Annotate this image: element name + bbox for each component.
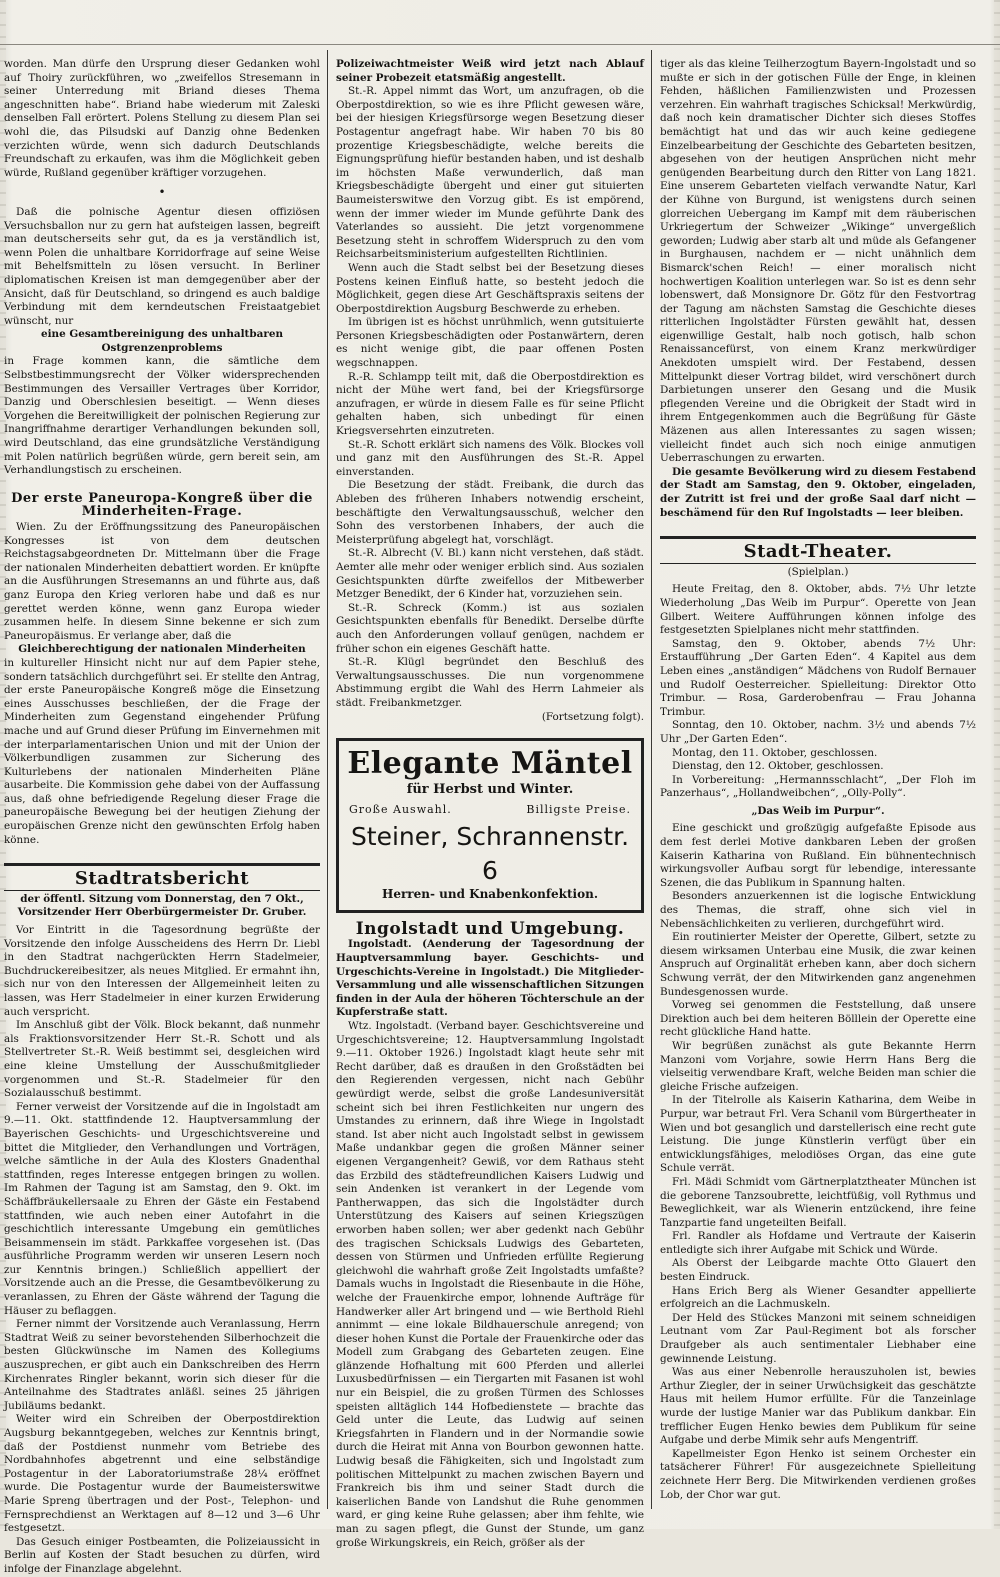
paragraph: Daß die polnische Agentur diesen offiziösen Versuchsballon nur zu gern hat aufsteigen lassen, begreift man deutscherseits sehr gut, da es ja verständlich ist, wenn Polen die unhaltbare Korridorfrage auf seine Weise mit Behelfsmitteln zu lösen versucht. In Berliner diplomatischen Kreisen ist man demgegenüber aber der Ansicht, daß für Deutschland, so dringend es auch baldige Verbindung mit dem kerndeutschen Freistaatgebiet wünscht, nur <box>4 205 320 327</box>
ad-subtitle: für Herbst und Winter. <box>406 782 574 798</box>
inline-heading: eine Gesamtbereinigung des unhaltbaren Ostgrenzenproblems <box>41 328 283 354</box>
ad-store-type: Herren- und Knabenkonfektion. <box>382 887 598 902</box>
paragraph: Was aus einer Nebenrolle herauszuholen ist, bewies Arthur Ziegler, der in seiner Urwüchsigkeit das geschätzte Haus mit heilem Humor erfüllte. Für die Tanzeinlage wurde der lustige Manier war das Publikum dankbar. Ein trefflicher Eugen Henko bewies dem Publikum für seine Aufgabe und derbe Mimik sehr aufs Mengentriff. <box>660 1366 976 1447</box>
paragraph: In der Titelrolle als Kaiserin Katharina, dem Weibe in Purpur, war betraut Frl. Vera Schanil vom Bürgertheater in Wien und bot gesanglich und darstellerisch eine recht gute Leistung. Die junge Künstlerin verfügt über ein entwicklungsfähiges, melodiöses Organ, das eine gute Schule verrät. <box>660 1094 976 1175</box>
ad-tagline-left: Große Auswahl. <box>349 802 452 816</box>
section-heading-stadt-theater: Stadt-Theater. <box>660 536 976 564</box>
review-title: „Das Weib im Purpur“. <box>751 804 885 817</box>
separator: • <box>158 185 166 200</box>
paragraph: Wenn auch die Stadt selbst bei der Besetzung dieses Postens keinen Einfluß hatte, so besteht jedoch die Möglichkeit, gegen diese Art Geschäftspraxis seitens der Oberpostdirektion Augsburg Beschwerde zu erheben. <box>336 261 644 315</box>
paragraph: St.-R. Schreck (Komm.) ist aus sozialen Gesichtspunkten ebenfalls für Benedikt. Derselbe dürfte auch den Anforderungen vollauf genügen, nachdem er früher schon ein eigenes Geschäft hatte. <box>336 601 644 655</box>
ad-taglines <box>343 803 637 817</box>
section-subheading: (Spielplan.) <box>787 565 849 578</box>
paragraph: Im Anschluß gibt der Völk. Block bekannt, daß nunmehr als Fraktionsvorsitzender Herr St.-R. Schott und als Stellvertreter St.-R. Weiß bestimmt sei, desgleichen wird eine kleine Umstellung der Ausschußmitglieder vorgenommen und St.-R. Stadelmeier für den Sozialausschuß bestimmt. <box>4 1019 320 1100</box>
paragraph: Dienstag, den 12. Oktober, geschlossen. <box>672 760 884 773</box>
paragraph: Die Besetzung der städt. Freibank, die durch das Ableben des früheren Inhabers notwendig erscheint, beschäftigte den Verwaltungsausschuß, welcher den Sohn des verstorbenen Inhabers, der auch die Meisterprüfung abgelegt hat, vorschlägt. <box>336 479 644 546</box>
advertisement-steiner <box>336 738 644 913</box>
paragraph: Wir begrüßen zunächst als gute Bekannte Herrn Manzoni vom Vorjahre, sowie Herrn Hans Berg die vielseitig verwendbare Kraft, welche Beiden man schier die gleiche Frische aufzeigen. <box>660 1039 976 1093</box>
paragraph: Heute Freitag, den 8. Oktober, abds. 7½ Uhr letzte Wiederholung „Das Weib im Purpur“. Operette von Jean Gilbert. Weitere Aufführungen können infolge des festgesetzten Spielplanes nicht mehr stattfinden. <box>660 583 976 637</box>
column-rule-1 <box>327 50 328 1509</box>
paragraph: Ein routinierter Meister der Operette, Gilbert, setzte zu diesem wirksamen Unterbau eine Musik, die zwar keinen Anspruch auf Orginalität erheben kann, aber doch sichern Schwung verrät, der den Mitwirkenden ganz angenehmen Bundesgenossen wurde. <box>660 931 976 998</box>
section-heading: Der erste Paneuropa-Kongreß über die Minderheiten-Frage. <box>11 490 313 520</box>
paragraph: Hans Erich Berg als Wiener Gesandter appellierte erfolgreich an die Lachmuskeln. <box>660 1284 976 1311</box>
paragraph: Sonntag, den 10. Oktober, nachm. 3½ und abends 7½ Uhr „Der Garten Eden“. <box>660 719 976 745</box>
right-margin-bleed <box>994 0 1000 1529</box>
paragraph: in kultureller Hinsicht nicht nur auf dem Papier stehe, sondern tatsächlich durchgeführt sei. Er stellte den Antrag, der erste Paneuropäische Kongreß möge die Einsetzung eines Ausschusses beschließen, der die Frage der Minderheiten zum Gegenstand eingehender Prüfung mache und auf Grund dieser Prüfung im Einvernehmen mit der interparlamentarischen Union und mit der Union der Völkerbundligen zusammen zur Sicherung des Kulturlebens der nationalen Minderheiten Pläne ausarbeite. Die Kommission gehe dabei von der Auffassung aus, daß ohne befriedigende Regelung dieser Frage die paneuropäische Bewegung bei der heutigen Ziehung der europäischen Grenze nicht den gewünschten Erfolg haben könne. <box>4 656 320 846</box>
header-rule <box>0 44 1000 45</box>
paragraph: Der Held des Stückes Manzoni mit seinem schneidigen Leutnant vom Zar Paul-Regiment bot als forscher Draufgeber als auch sentimentaler Liebhaber eine gewinnende Leistung. <box>660 1311 976 1365</box>
paragraph: Kapellmeister Egon Henko ist seinem Orchester ein tatsächerer Führer! Für ausgezeichnete Spielleitung zeichnete Herr Berg. Die Mitwirkenden verdienen großes Lob, der Chor war gut. <box>660 1447 976 1501</box>
paragraph: St.-R. Albrecht (V. Bl.) kann nicht verstehen, daß städt. Aemter alle mehr oder weniger erblich sind. Aus sozialen Gesichtspunkten dürfte zweifellos der Mitbewerber Metzger Benedikt, der 6 Kinder hat, vorzuziehen sein. <box>336 547 644 601</box>
paragraph: Im übrigen ist es höchst unrühmlich, wenn gutsituierte Personen Kriegsbeschädigten oder Postanwärtern, deren es nicht wenige gibt, die paar offenen Posten wegschnappen. <box>336 316 644 370</box>
paragraph: Frl. Randler als Hofdame und Vertraute der Kaiserin entledigte sich ihrer Aufgabe mit Schick und Würde. <box>660 1230 976 1256</box>
paragraph: Ferner verweist der Vorsitzende auf die in Ingolstadt am 9.—11. Okt. stattfindende 12. Hauptversammlung der Bayerischen Geschichts- und Urgeschichtsvereine und bittet die Mitglieder, den Verhandlungen und Vorträgen, welche sämtliche in der Aula des Klosters Gnadenthal stattfinden, reges Interesse entgegen bringen zu wollen. Im Rahmen der Tagung ist am Samstag, den 9. Okt. im Schäffbräukellersaale zu Ehren der Gäste ein Festabend stattfinden, wie auch neben einer Autofahrt in die geschichtlich interessante Umgebung ein gemütliches Beisammensein im städt. Parkkaffee vorgesehen ist. (Das ausführliche Programm werden wir unseren Lesern noch zur Kenntnis bringen.) Schließlich appelliert der Vorsitzende auch an die Presse, die Gesamtbevölkerung zu veranlassen, zu Ehren der Gäste während der Tagung die Häuser zu beflaggen. <box>4 1100 320 1317</box>
ad-title: Elegante Mäntel <box>347 746 633 782</box>
paragraph: Vor Eintritt in die Tagesordnung begrüßte der Vorsitzende den infolge Ausscheidens des Herrn Dr. Liebl in den Stadtrat nachgerückten Herrn Stadelmeier, Buchdruckereibesitzer, als neues Mitglied. Er ermahnt ihn, sich nur von den Interessen der Allgemeinheit leiten zu lassen, was Herr Stadelmeier in einer kurzen Erwiderung auch verspricht. <box>4 924 320 1018</box>
paragraph: worden. Man dürfe den Ursprung dieser Gedanken wohl auf Thoiry zurückführen, wo „zweifellos Stresemann in seiner Unterredung mit Briand dieses Thema angeschnitten habe“. Briand habe wiederum mit Zaleski denselben Fall erörtert. Polens Stellung zu diesem Plan sei wohl die, das Pilsudski auf Danzig ohne Bedenken verzichten würde, wenn sich dadurch Deutschlands Freundschaft zu erkaufen, was ihm die Möglichkeit geben würde, Rußland gegenüber kräftiger vorzugehen. <box>4 58 320 179</box>
column-2 <box>336 58 644 1550</box>
paragraph: Weiter wird ein Schreiben der Oberpostdirektion Augsburg bekanntgegeben, welches zur Kenntnis bringt, daß der Postdienst nunmehr vom Betriebe des Nordbahnhofes abgetrennt und eine selbständige Postagentur in der Laboratoriumstraße 28¼ eröffnet wurde. Die Postagentur wurde der Baumeisterswitwe Marie Spreng übertragen und der Post-, Telephon- und Fernsprechdienst an Werktagen auf 8—12 und 3—6 Uhr festgesetzt. <box>4 1413 320 1535</box>
paragraph: Polizeiwachtmeister Weiß wird jetzt nach Ablauf seiner Probezeit etatsmäßig angestellt. <box>336 58 644 84</box>
paragraph: tiger als das kleine Teilherzogtum Bayern-Ingolstadt und so mußte er sich in der gotischen Fülle der Enge, in kleinen Fehden, häßlichen Familienzwisten und Prozessen verzehren. Ein wahrhaft tragisches Schicksal! Merkwürdig, daß noch kein dramatischer Dichter sich dieses Stoffes bemächtigt hat und das wir auch keine gediegene Einzelbearbeitung der Geschichte des Gebarteten besitzen, abgesehen von der heutigen Ansprüchen nicht mehr genügenden Bearbeitung durch den Ritter von Lang 1821. Eine unserem Gebarteten vielfach verwandte Natur, Karl der Kühne von Burgund, ist wenigstens durch seinen glorreichen Uebergang im Kampf mit dem räuberischen Urkriegertum der Schweizer „Wikinge“ unvergeßlich geworden; Ludwig aber starb alt und müde als Gefangener in Burghausen, nachdem er — nicht unähnlich dem Bismarck'schen Reich! — einer moralisch nicht hochwertigen Koalition unterlegen war. So ist es denn sehr lobenswert, daß Monsignore Dr. Götz für den Festvortrag der Tagung am nächsten Samstag die Geschichte dieses ritterlichen Ingolstädter Fürsten gewählt hat, dessen eigenwillige Gestalt, halb noch gotisch, halb schon Renaissancefürst, von einem Kranz merkwürdiger Anekdoten umspielt wird. Der Festabend, dessen Mittelpunkt dieser Vortrag bildet, wird verschönert durch Darbietungen unserer den Gesang und die Musik pflegenden Vereine und die Obrigkeit der Stadt wird in ihrem Entgegenkommen auch die Begrüßung für Gäste Mäzenen aus allen Interessantes zu sagen wissen; vielleicht findet auch sich noch einige anmutigen Ueberraschungen zu erwarten. <box>660 58 976 465</box>
ad-store-name: Steiner, Schrannenstr. 6 <box>350 822 630 886</box>
paragraph: Montag, den 11. Oktober, geschlossen. <box>672 746 878 759</box>
paragraph: St.-R. Schott erklärt sich namens des Völk. Blockes voll und ganz mit den Ausführungen des St.-R. Appel einverstanden. <box>336 438 644 478</box>
paragraph: Eine geschickt und großzügig aufgefaßte Episode aus dem fest derlei Motive dankbaren Leben der großen Kaiserin Katharina von Rußland. Ein bühnentechnisch wirkungsvoller Aufbau sorgt für lebendige, interessante Szenen, die das Publikum in Spannung halten. <box>660 822 976 889</box>
paragraph: Wien. Zu der Eröffnungssitzung des Paneuropäischen Kongresses ist von dem deutschen Reichstagsabgeordneten Dr. Mittelmann über die Frage der nationalen Minderheiten debattiert worden. Er knüpfte an die Ausführungen Stresemanns an und führte aus, daß ganz Europa den Krieg verloren habe und daß es nur gerettet werden könne, wenn ganz Europa wieder zusammen helfe. In diesem Sinne bekenne er sich zum Paneuropäismus. Er verlange aber, daß die <box>4 521 320 642</box>
paragraph: In Vorbereitung: „Hermannsschlacht“, „Der Floh im Panzerhaus“, „Hollandweibchen“, „Olly-Polly“. <box>660 773 976 800</box>
column-1 <box>4 58 320 1577</box>
section-heading-ingolstadt: Ingolstadt und Umgebung. <box>355 918 625 939</box>
paragraph: St.-R. Klügl begründet den Beschluß des Verwaltungsausschusses. Die nun vorgenommene Abstimmung ergibt die Wahl des Herrn Lahmeier als städt. Freibankmetzger. <box>336 656 644 709</box>
paragraph: Als Oberst der Leibgarde machte Otto Glauert den besten Eindruck. <box>660 1257 976 1284</box>
column-rule-2 <box>651 50 652 1509</box>
paragraph: R.-R. Schlampp teilt mit, daß die Oberpostdirektion es nicht der Mühe wert fand, bei der Kriegsfürsorge anzufragen, er würde in diesem Falle es für seine Pflicht gehalten haben, sich unbedingt für einen Kriegsversehrten einzutreten. <box>336 370 644 438</box>
paragraph: in Frage kommen kann, die sämtliche dem Selbstbestimmungsrecht der Völker widersprechenden Bestimmungen des Versailler Vertrages über Korridor, Danzig und Oberschlesien beseitigt. — Wenn dieses Vorgehen die Bereitwilligkeit der polnischen Regierung zur Inangriffnahme derartiger Verhandlungen bekunden soll, wird Deutschland, das eine grundsätzliche Verständigung mit Polen natürlich begrüßen würde, gern bereit sein, am Verhandlungstisch zu erscheinen. <box>4 355 320 477</box>
paragraph: Samstag, den 9. Oktober, abends 7½ Uhr: Erstaufführung „Der Garten Eden“. 4 Kapitel aus dem Leben eines „anständigen“ Mädchens von Rudolf Bernauer und Rudolf Oesterreicher. Spielleitung: Direktor Otto Trimbur. — Rosa, Garderobenfrau — Frau Johanna Trimbur. <box>660 637 976 718</box>
section-heading-stadtratsbericht: Stadtratsbericht <box>4 863 320 891</box>
inline-heading: Gleichberechtigung der nationalen Minderheiten <box>18 643 306 656</box>
paragraph: Vorweg sei genommen die Feststellung, daß unsere Direktion auch bei dem heiteren Bölllein der Operette eine recht glückliche Hand hatte. <box>660 999 976 1039</box>
ad-tagline-right: Billigste Preise. <box>526 802 631 816</box>
paragraph-announcement: Die gesamte Bevölkerung wird zu diesem Festabend der Stadt am Samstag, den 9. Oktober, eingeladen, der Zutritt ist frei und der große Saal darf nicht — beschämend für den Ruf Ingolstadts — leer bleiben. <box>660 465 976 519</box>
paragraph: St.-R. Appel nimmt das Wort, um anzufragen, ob die Oberpostdirektion, so wie es ihre Pflicht gewesen wäre, bei der hiesigen Kriegsfürsorge wegen Besetzung dieser Postagentur angefragt habe. Wir haben 70 bis 80 prozentige Kriegsbeschädigte, welche bereits die Eignungsprüfung hiefür bestanden haben, und ist deshalb im höchsten Maße verwunderlich, daß man Kriegsbeschädigte übergeht und einer gut situierten Baumeisterswitwe den Vorzug gibt. Es ist empörend, wenn der immer wieder im Munde geführte Dank des Vaterlandes so aussieht. Die jetzt vorgenommene Besetzung steht in schroffem Widerspruch zu den vom Reichsarbeitsministerium aufgestellten Richtlinien. <box>336 85 644 261</box>
paragraph: Das Gesuch einiger Postbeamten, die Polizeiaussicht in Berlin auf Kosten der Stadt besuchen zu dürfen, wird infolge der Finanzlage abgelehnt. <box>4 1535 320 1575</box>
paragraph: Frl. Mädi Schmidt vom Gärtnerplatztheater München ist die geborene Tanzsoubrette, leichtfüßig, voll Rythmus und Beweglichkeit, war als Wienerin entzückend, ihre feine Tanzpartie fand ungeteilten Beifall. <box>660 1175 976 1229</box>
paragraph: Besonders anzuerkennen ist die logische Entwicklung des Themas, die straff, ohne sich viel in Nebensächlichkeiten zu verlieren, durchgeführt wird. <box>660 890 976 930</box>
column-3 <box>660 58 976 1502</box>
continuation-note: (Fortsetzung folgt). <box>541 710 644 723</box>
section-subheading: der öffentl. Sitzung vom Donnerstag, den 7 Okt., Vorsitzender Herr Oberbürgermeister Dr. Gruber. <box>17 892 307 919</box>
paragraph: Ferner nimmt der Vorsitzende auch Veranlassung, Herrn Stadtrat Weiß zu seiner bevorstehenden Silberhochzeit die besten Glückwünsche im Namen des Kollegiums auszusprechen, er gibt auch ein Dankschreiben des Herrn Kirchenrates Ringler bekannt, worin sich dieser für die Anteilnahme des Stadtrates anläßl. seines 25 jährigen Jubiläums bedankt. <box>4 1318 320 1412</box>
paragraph: Ingolstadt. (Aenderung der Tagesordnung der Hauptversammlung bayer. Geschichts- und Urgeschichts-Vereine in Ingolstadt.) Die Mitglieder-Versammlung und alle wissenschaftlichen Sitzungen finden in der Aula der höheren Töchterschule an der Kupferstraße statt. <box>336 938 644 1019</box>
paragraph: Wtz. Ingolstadt. (Verband bayer. Geschichtsvereine und Urgeschichtsvereine; 12. Hauptversammlung Ingolstadt 9.—11. Oktober 1926.) Ingolstadt klagt heute sehr mit Recht darüber, daß es draußen in den Großstädten bei den Regierenden vergessen, nicht nach Gebühr gewürdigt werde, selbst die große Landesuniversität scheint sich bei ihren Festlichkeiten nur ungern des Umstandes zu erinnern, daß ihre Wiege in Ingolstadt stand. Ist aber nicht auch Ingolstadt selbst in gewissem Maße undankbar gegen die großen Männer seiner eigenen Vergangenheit? Gewiß, vor dem Rathaus steht das Erzbild des städtefreundlichen Kaisers Ludwig und sein Andenken ist verankert in der Legende vom Pantherwappen, das sich die Ingolstädter durch Unterstützung des Kaisers auf seinen Kriegszügen erworben haben sollen; wer aber gedenkt nach Gebühr des tragischen Schicksals Ludwigs des Gebarteten, dessen von Stürmen und Unfrieden erfüllte Regierung gleichwohl die wahrhaft große Zeit Ingolstadts umfaßte? Damals wuchs in Ingolstadt die Riesenbaute in die Höhe, welche der Frauenkirche empor, lohnende Aufträge für Handwerker aller Art bringend und — wie Berthold Riehl annimmt — eine lokale Bildhauerschule anregend; von dieser hohen Kunst die Portale der Frauenkirche oder das Modell zum Grabgang des Gebarteten zeugen. Eine glänzende Hofhaltung mit 600 Pferden und allerlei Luxusbedürfnissen — ein Tiergarten mit Fasanen ist wohl nur ein Beispiel, die zu großen Türmen des Schlosses speisten alltäglich 144 Hofbedienstete — brachte das Geld unter die Leute, das Ludwig auf seinen Kriegsfahrten in Flandern und in der Normandie sowie durch die Heirat mit Anna von Bourbon gewonnen hatte. Ludwig besaß die Fähigkeiten, sich und Ingolstadt zum politischen Mittelpunkt zu machen zwischen Bayern und Frankreich bis ihm und seiner Stadt durch die kaiserlichen Bande von Landshut die Ruhe genommen ward, er ging keine Ruhe gelassen; aber ihm fehlte, wie man zu sagen pflegt, die Gunst der Stunde, um ganz große Wirkungskreis, ein Reich, größer als der <box>336 1020 644 1549</box>
